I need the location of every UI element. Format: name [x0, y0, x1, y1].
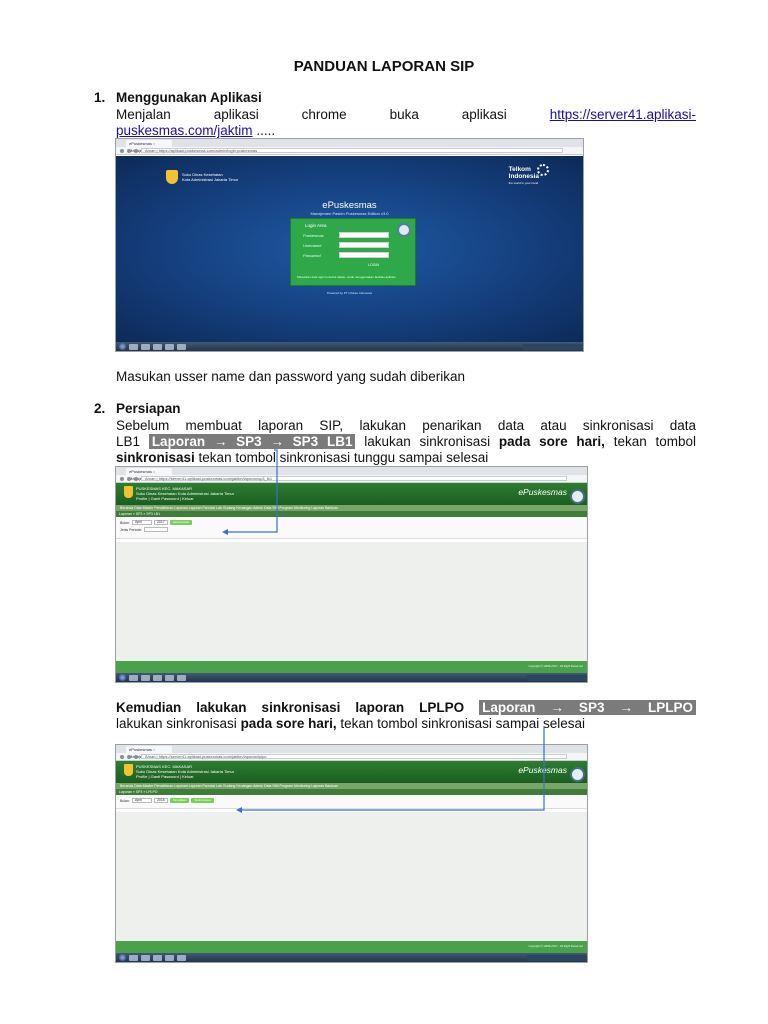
- username-label: Username: [303, 242, 322, 248]
- dinkes-line-2: Kota Administrasi Jakarta Timur: [182, 177, 239, 182]
- taskbar-icon: [177, 344, 186, 350]
- breadcrumb: Laporan » SP3 » LPLPO: [116, 789, 587, 795]
- powered-by: Powered by PT Infokes Indonesia: [327, 291, 372, 295]
- aplikasi-link-part-1[interactable]: https://server41.aplikasi-: [549, 107, 696, 122]
- back-icon: [120, 755, 124, 759]
- jakarta-crest-icon: [124, 486, 133, 498]
- taskbar-icon: [165, 955, 174, 961]
- telkom-brand: [509, 166, 539, 187]
- forward-icon: [127, 149, 131, 153]
- system-tray: [527, 675, 587, 681]
- text: tekan tombol sinkronisasi tunggu sampai selesai: [194, 450, 489, 465]
- breadcrumb: Laporan » SP3 » SP3 LB1: [116, 511, 587, 517]
- puskesmas-emblem-icon: [570, 489, 585, 504]
- taskbar-icon: [141, 675, 150, 681]
- document-title: PANDUAN LAPORAN SIP: [293, 58, 475, 75]
- app-footer: Copyright © 2009-2017 - All Right Reserved: [116, 661, 587, 673]
- app-menu[interactable]: Beranda Data Master Pendaftaran Layanan Laporan Farmasi Lab Gudang Keuangan Admin Data SIM Program Monitoring Laporan Bantuan: [116, 783, 587, 789]
- section-2-heading: [116, 400, 696, 417]
- login-box: [290, 218, 416, 286]
- ellipsis: .....: [256, 123, 276, 138]
- tahun-select[interactable]: 2017: [154, 520, 168, 525]
- browser-tab: ePuskesmas ::: [126, 746, 172, 753]
- content-area: [116, 542, 587, 661]
- section-1-caption: Masukan usser name dan password yang sudah diberikan: [116, 369, 465, 384]
- app-footer: Copyright © 2009-2017 - All Right Reserved: [116, 941, 587, 953]
- section-2-heading-text: Persiapan: [116, 401, 181, 416]
- browser-tabbar: [116, 139, 583, 147]
- taskbar-icon: [153, 344, 162, 350]
- bold-sinkronisasi: sinkronisasi: [116, 450, 195, 465]
- windows-taskbar: [116, 342, 583, 351]
- browser-tabbar: [116, 467, 587, 475]
- section-2-number: 2.: [94, 401, 106, 416]
- periode-select[interactable]: [144, 527, 168, 532]
- jakarta-crest-icon: [166, 170, 178, 184]
- epuskesmas-brand: ePuskesmas: [518, 487, 567, 497]
- tahun-select[interactable]: 2016: [154, 798, 168, 803]
- app-menu[interactable]: Beranda Data Master Pendaftaran Layanan Laporan Farmasi Lab Gudang Keuangan Admin Data SIM Program Monitoring Laporan Bantuan: [116, 505, 587, 511]
- laporan-sp3-lplpo-path: Laporan → SP3 → LPLPO: [479, 700, 696, 715]
- header-line-1: PUSKESMAS KEC. MAKASAR: [136, 764, 193, 769]
- text: lakukan sinkronisasi: [116, 716, 241, 731]
- browser-tab: ePuskesmas ::: [126, 468, 172, 475]
- word: Menjalan: [116, 107, 171, 122]
- login-note: Masukkan data login tersebut diatas, untuk menggunakan fasilitas aplikasi: [297, 275, 396, 279]
- filter-row: [120, 527, 587, 532]
- login-button[interactable]: LOGIN: [368, 263, 379, 267]
- text: tekan tombol: [604, 434, 697, 449]
- section-1-heading: [116, 89, 696, 106]
- header-line-3: Profile | Ganti Password | Keluar: [136, 496, 194, 501]
- bold-lead: Kemudian lakukan sinkronisasi laporan LPLPO: [116, 700, 465, 715]
- section-1-line-2: [116, 122, 696, 139]
- text: tekan tombol sinkronisasi sampai selesai: [336, 716, 585, 731]
- header-line-2: Suku Dinas Kesehatan Kota Administrasi Jakarta Timur: [136, 491, 235, 496]
- url-field: Aman | https://server41.aplikasi-puskesmas.com/jaktim/laporan/sp3_lb1: [141, 476, 567, 481]
- password-row: [291, 252, 415, 258]
- taskbar-icon: [165, 344, 174, 350]
- bulan-label: Bulan:: [120, 798, 130, 803]
- url-field: Aman | https://aplikasi-puskesmas.com/admin/login.puskesmas: [141, 148, 563, 153]
- filter-panel: [116, 517, 587, 539]
- filter-row: [120, 520, 587, 525]
- header-line-3: Profile | Ganti Password | Keluar: [136, 774, 194, 779]
- username-row: [291, 242, 415, 248]
- dinkes-text: [182, 172, 238, 182]
- section-1-number: 1.: [94, 90, 106, 105]
- epuskesmas-subtitle: Manajemen Pasien Puskesmas Edition v3.0: [310, 211, 389, 216]
- puskesmas-row: [291, 232, 415, 238]
- taskbar-icon: [129, 344, 138, 350]
- windows-taskbar: [116, 673, 587, 682]
- bold-sore-hari: pada sore hari,: [498, 434, 605, 449]
- password-label: Password: [303, 252, 321, 258]
- bold-sore-hari: pada sore hari,: [240, 716, 337, 731]
- back-icon: [120, 149, 124, 153]
- app-title: [136, 764, 234, 779]
- word: aplikasi: [461, 107, 507, 122]
- laporan-sp3-lb1-path: Laporan → SP3 → SP3 LB1: [149, 434, 356, 449]
- browser-tab: ePuskesmas ::: [126, 140, 172, 147]
- tampilkan-button[interactable]: Tampilkan: [170, 798, 190, 803]
- puskesmas-emblem-icon: [570, 767, 585, 782]
- forward-icon: [127, 477, 131, 481]
- epuskesmas-brand: ePuskesmas: [518, 765, 567, 775]
- word: buka: [389, 107, 419, 122]
- back-icon: [120, 477, 124, 481]
- sinkronisasi-button[interactable]: Sinkronisasi: [191, 798, 213, 803]
- taskbar-icon: [165, 675, 174, 681]
- start-icon: [119, 954, 126, 961]
- reload-icon: [134, 755, 138, 759]
- browser-addressbar: [116, 475, 587, 483]
- puskesmas-label: Puskesmas: [303, 232, 324, 238]
- forward-icon: [127, 755, 131, 759]
- browser-addressbar: [116, 147, 583, 155]
- start-icon: [119, 343, 126, 350]
- dinkes-logo: [166, 170, 238, 184]
- reload-icon: [134, 149, 138, 153]
- content-area: [116, 812, 587, 941]
- section-3-line-1: [116, 699, 696, 716]
- username-input[interactable]: [339, 242, 389, 248]
- jakarta-crest-icon: [124, 764, 133, 776]
- start-icon: [119, 674, 126, 681]
- taskbar-icon: [153, 675, 162, 681]
- system-tray: [523, 344, 583, 350]
- puskesmas-input[interactable]: [339, 232, 389, 238]
- bulan-label: Bulan:: [120, 520, 130, 525]
- login-heading: Login Area: [305, 223, 327, 228]
- taskbar-icon: [141, 344, 150, 350]
- taskbar-icon: [177, 675, 186, 681]
- sinkronisasi-button[interactable]: Sinkronisasi: [170, 520, 192, 525]
- section-2-line-3: [116, 449, 696, 466]
- taskbar-icon: [153, 955, 162, 961]
- text: lakukan sinkronisasi: [355, 434, 499, 449]
- section-1-line-1: [116, 106, 696, 123]
- section-2-line-2: [116, 433, 696, 450]
- dinkes-line-1: Suku Dinas Kesehatan: [182, 172, 223, 177]
- reload-icon: [134, 477, 138, 481]
- url-field: Aman | https://server41.aplikasi-puskesmas.com/jaktim/laporan/lplpo: [141, 754, 567, 759]
- pointer-arrow-lb1: [218, 444, 280, 536]
- login-background: [116, 156, 583, 342]
- word: aplikasi: [213, 107, 259, 122]
- lb1-screenshot: [115, 466, 588, 683]
- system-tray: [527, 955, 587, 961]
- telkom-tagline: the world in your hand: [508, 181, 539, 185]
- puskesmas-emblem-icon: [397, 223, 411, 237]
- password-input[interactable]: [339, 252, 389, 258]
- telkom-line-2: Indonesia: [508, 173, 539, 180]
- header-line-2: Suku Dinas Kesehatan Kota Administrasi Jakarta Timur: [136, 769, 235, 774]
- telkom-line-1: Telkom: [508, 166, 531, 173]
- pointer-arrow-lplpo: [232, 724, 550, 814]
- epuskesmas-title: ePuskesmas: [322, 200, 377, 211]
- login-screenshot: [115, 138, 584, 352]
- word: chrome: [301, 107, 347, 122]
- app-header: [116, 483, 587, 505]
- taskbar-icon: [129, 675, 138, 681]
- aplikasi-link-part-2[interactable]: puskesmas.com/jaktim: [116, 123, 253, 138]
- lb1-label: LB1: [116, 434, 141, 449]
- bulan-select[interactable]: April: [132, 798, 152, 803]
- header-line-1: PUSKESMAS KEC. MAKASAR: [136, 486, 193, 491]
- section-2-line-1: Sebelum membuat laporan SIP, lakukan penarikan data atau sinkronisasi data: [116, 418, 696, 433]
- periode-label: Jenis Periode:: [120, 527, 143, 532]
- bulan-select[interactable]: April: [132, 520, 152, 525]
- section-1-heading-text: Menggunakan Aplikasi: [116, 90, 262, 105]
- taskbar-icon: [129, 955, 138, 961]
- taskbar-icon: [177, 955, 186, 961]
- windows-taskbar: [116, 953, 587, 962]
- taskbar-icon: [141, 955, 150, 961]
